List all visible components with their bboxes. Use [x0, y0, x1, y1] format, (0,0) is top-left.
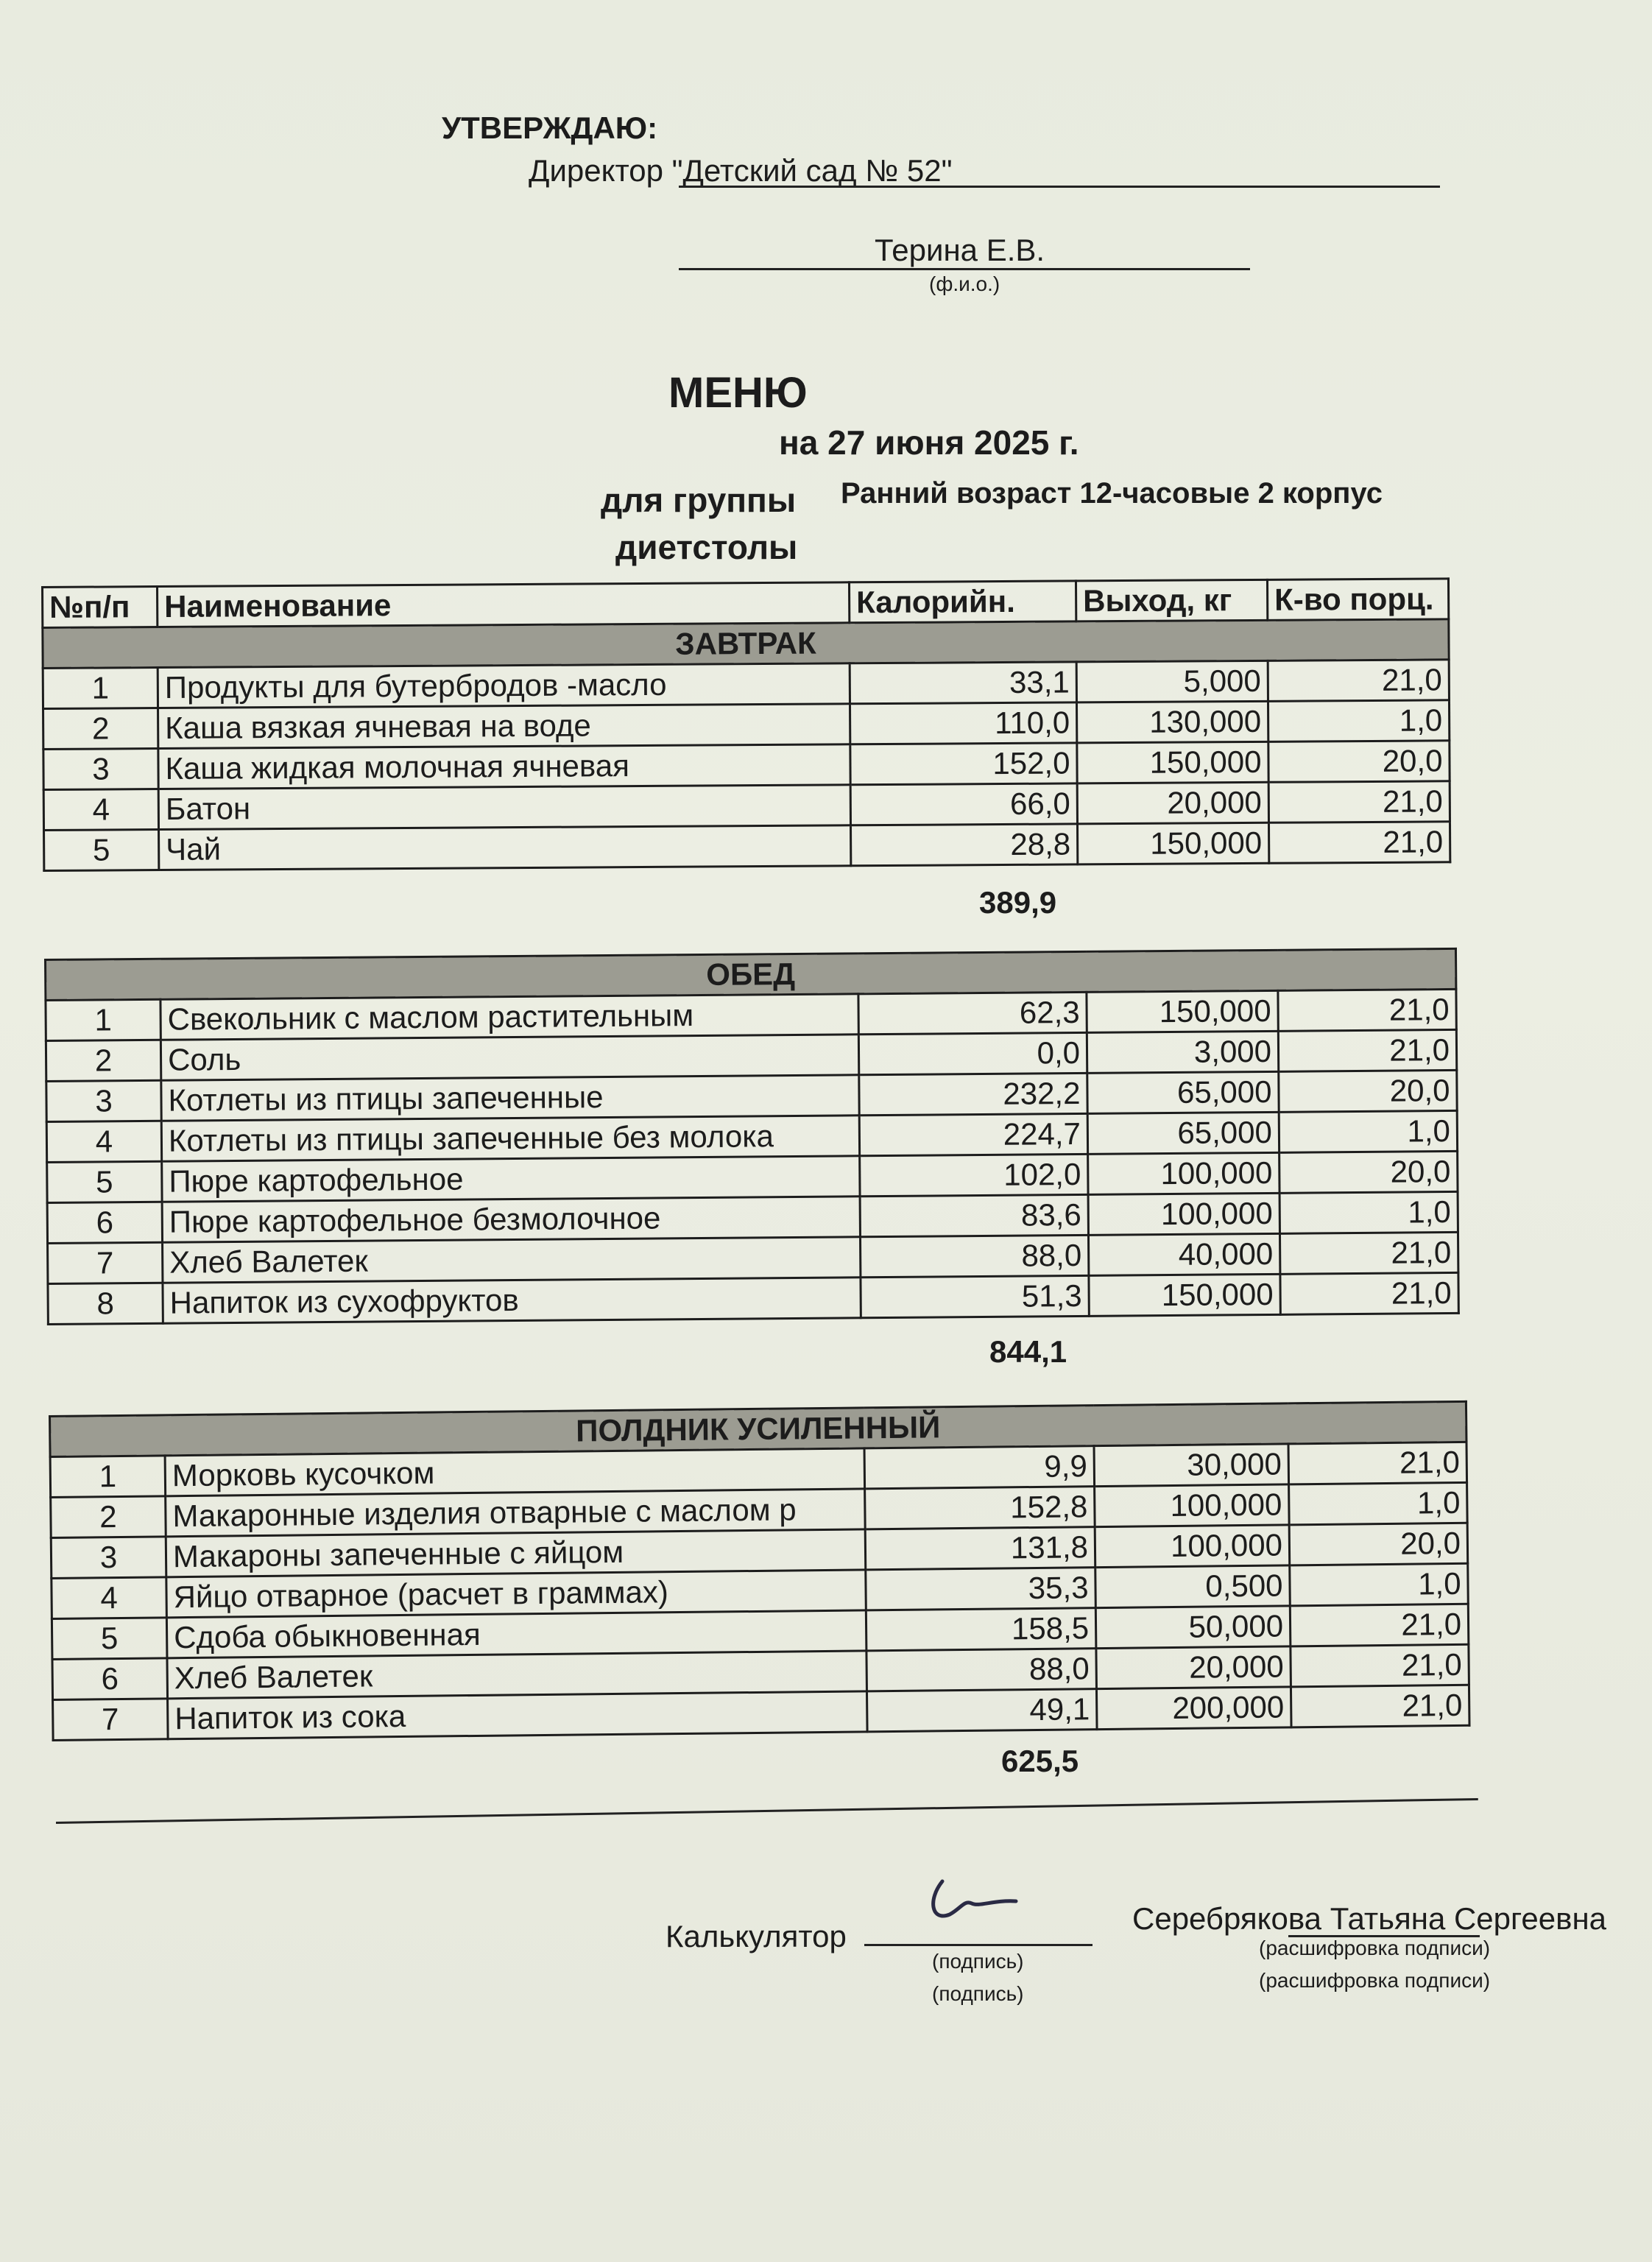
row-portions: 21,0 [1290, 1604, 1469, 1646]
row-number: 5 [47, 1161, 162, 1202]
snack-total: 625,5 [1001, 1744, 1079, 1778]
signature-hint: (подпись) [932, 1950, 1024, 1973]
lunch-table [44, 948, 1460, 1325]
row-number: 3 [46, 1080, 161, 1121]
row-calories: 35,3 [866, 1568, 1096, 1610]
row-number: 5 [52, 1618, 167, 1660]
section-title: ПОЛДНИК УСИЛЕННЫЙ [50, 1401, 1467, 1456]
fio-underline [679, 268, 1250, 270]
director-label: Директор "Детский сад № 52" [529, 153, 953, 188]
row-portions: 21,0 [1268, 781, 1450, 823]
row-calories: 110,0 [850, 702, 1076, 744]
row-number: 4 [46, 1121, 161, 1162]
row-number: 3 [43, 749, 158, 790]
row-calories: 0,0 [858, 1032, 1087, 1074]
section-title: ЗАВТРАК [43, 619, 1449, 669]
row-name: Пюре картофельное безмолочное [162, 1197, 860, 1242]
row-portions: 21,0 [1268, 822, 1450, 864]
row-output: 100,000 [1088, 1152, 1279, 1194]
row-number: 7 [48, 1242, 163, 1283]
handwritten-signature [920, 1870, 1023, 1929]
row-portions: 1,0 [1289, 1482, 1468, 1525]
row-portions: 21,0 [1278, 989, 1456, 1031]
row-portions: 21,0 [1280, 1272, 1458, 1314]
row-portions: 1,0 [1290, 1563, 1469, 1606]
row-number: 3 [51, 1537, 166, 1579]
row-output: 100,000 [1088, 1193, 1279, 1235]
row-portions: 21,0 [1278, 1029, 1456, 1071]
row-name: Каша вязкая ячневая на воде [158, 704, 850, 749]
row-name: Сдоба обыкновенная [166, 1610, 866, 1658]
row-number: 1 [46, 999, 160, 1040]
director-underline [679, 186, 1440, 188]
director-name: Терина Е.В. [875, 233, 1045, 267]
row-output: 65,000 [1087, 1112, 1279, 1154]
row-number: 7 [53, 1699, 169, 1741]
row-output: 150,000 [1087, 990, 1278, 1032]
row-name: Напиток из сухофруктов [163, 1278, 861, 1323]
row-number: 5 [44, 830, 159, 871]
breakfast-table [41, 577, 1451, 872]
group-value: Ранний возраст 12-часовые 2 корпус [841, 477, 1383, 510]
row-portions: 1,0 [1268, 700, 1449, 742]
row-output: 150,000 [1089, 1274, 1280, 1316]
signature-hint-duplicate: (подпись) [932, 1982, 1024, 2005]
row-portions: 20,0 [1279, 1070, 1457, 1112]
row-output: 5,000 [1076, 660, 1268, 702]
row-name: Хлеб Валетек [163, 1237, 861, 1283]
lunch-total: 844,1 [989, 1334, 1067, 1369]
row-calories: 28,8 [851, 824, 1078, 866]
row-calories: 131,8 [865, 1527, 1095, 1570]
row-name: Хлеб Валетек [167, 1651, 867, 1699]
group-label: для группы [601, 481, 797, 519]
row-calories: 88,0 [866, 1649, 1097, 1691]
row-calories: 49,1 [866, 1689, 1097, 1732]
col-calories: Калорийн. [849, 581, 1076, 623]
row-output: 150,000 [1077, 822, 1268, 864]
row-number: 2 [51, 1496, 166, 1538]
breakfast-total: 389,9 [979, 885, 1057, 920]
row-portions: 21,0 [1291, 1685, 1469, 1727]
row-number: 2 [43, 708, 158, 750]
row-calories: 152,8 [865, 1487, 1095, 1529]
row-portions: 1,0 [1279, 1191, 1458, 1233]
row-number: 8 [48, 1283, 163, 1324]
row-name: Макаронные изделия отварные с маслом р [166, 1489, 866, 1537]
col-number: №п/п [43, 587, 158, 628]
table-row [44, 822, 1450, 871]
row-name: Макароны запеченные с яйцом [166, 1529, 866, 1577]
row-calories: 62,3 [858, 992, 1087, 1034]
section-title: ОБЕД [46, 948, 1456, 1000]
page-title: МЕНЮ [668, 369, 808, 417]
row-output: 50,000 [1095, 1606, 1291, 1649]
row-portions: 20,0 [1268, 741, 1450, 783]
row-output: 3,000 [1087, 1031, 1278, 1073]
calculator-name: Серебрякова Татьяна Сергеевна [1132, 1901, 1607, 1936]
row-calories: 88,0 [861, 1235, 1089, 1277]
row-name: Яйцо отварное (расчет в граммах) [166, 1570, 866, 1618]
row-calories: 66,0 [850, 783, 1077, 825]
col-portions: К-во порц. [1267, 579, 1448, 621]
row-name: Чай [159, 825, 851, 870]
row-calories: 9,9 [864, 1446, 1095, 1489]
row-number: 2 [46, 1040, 160, 1081]
row-name: Продукты для бутербродов -масло [158, 663, 850, 708]
row-calories: 158,5 [866, 1608, 1096, 1651]
row-portions: 21,0 [1279, 1232, 1458, 1274]
row-output: 200,000 [1096, 1687, 1291, 1730]
row-output: 20,000 [1096, 1646, 1291, 1689]
row-output: 100,000 [1095, 1484, 1290, 1527]
row-output: 30,000 [1094, 1444, 1289, 1487]
row-number: 4 [52, 1577, 167, 1619]
diet-label: диетстолы [615, 528, 798, 566]
row-name: Котлеты из птицы запеченные [161, 1075, 859, 1121]
row-calories: 83,6 [860, 1194, 1088, 1236]
row-number: 1 [50, 1456, 166, 1498]
row-calories: 33,1 [850, 662, 1076, 704]
row-output: 20,000 [1077, 782, 1268, 824]
row-name: Батон [158, 785, 850, 830]
calculator-label: Калькулятор [666, 1919, 847, 1953]
row-portions: 20,0 [1279, 1151, 1458, 1193]
row-name: Напиток из сока [168, 1691, 868, 1739]
fio-hint: (ф.и.о.) [929, 272, 1000, 295]
row-number: 4 [43, 789, 158, 831]
row-portions: 20,0 [1289, 1523, 1468, 1565]
row-portions: 21,0 [1288, 1442, 1467, 1484]
row-output: 130,000 [1076, 701, 1268, 743]
row-calories: 224,7 [859, 1113, 1087, 1155]
row-name: Пюре картофельное [162, 1156, 860, 1202]
approve-label: УТВЕРЖДАЮ: [442, 110, 658, 145]
snack-table [49, 1400, 1471, 1741]
row-name: Свекольник с маслом растительным [160, 994, 858, 1040]
menu-date: на 27 июня 2025 г. [779, 423, 1079, 462]
decode-hint: (расшифровка подписи) [1259, 1937, 1491, 1959]
row-number: 6 [47, 1202, 162, 1243]
row-name: Морковь кусочком [165, 1448, 865, 1496]
row-calories: 51,3 [861, 1275, 1089, 1317]
row-output: 100,000 [1095, 1525, 1290, 1568]
row-output: 40,000 [1088, 1233, 1279, 1275]
row-portions: 21,0 [1291, 1644, 1469, 1687]
row-number: 6 [52, 1658, 168, 1700]
row-name: Каша жидкая молочная ячневая [158, 744, 850, 789]
signature-line [864, 1944, 1092, 1946]
row-calories: 232,2 [859, 1073, 1087, 1115]
col-output: Выход, кг [1076, 579, 1267, 621]
decode-hint-duplicate: (расшифровка подписи) [1259, 1969, 1491, 1992]
row-calories: 102,0 [860, 1154, 1088, 1196]
row-portions: 21,0 [1268, 660, 1449, 702]
row-name: Соль [160, 1035, 858, 1080]
row-calories: 152,0 [850, 743, 1077, 785]
row-output: 0,500 [1095, 1565, 1291, 1608]
col-name: Наименование [158, 582, 850, 627]
row-number: 1 [43, 668, 158, 709]
row-name: Котлеты из птицы запеченные без молока [161, 1116, 859, 1161]
row-portions: 1,0 [1279, 1110, 1457, 1152]
bottom-divider [56, 1798, 1478, 1824]
row-output: 65,000 [1087, 1071, 1279, 1113]
row-output: 150,000 [1077, 741, 1268, 783]
